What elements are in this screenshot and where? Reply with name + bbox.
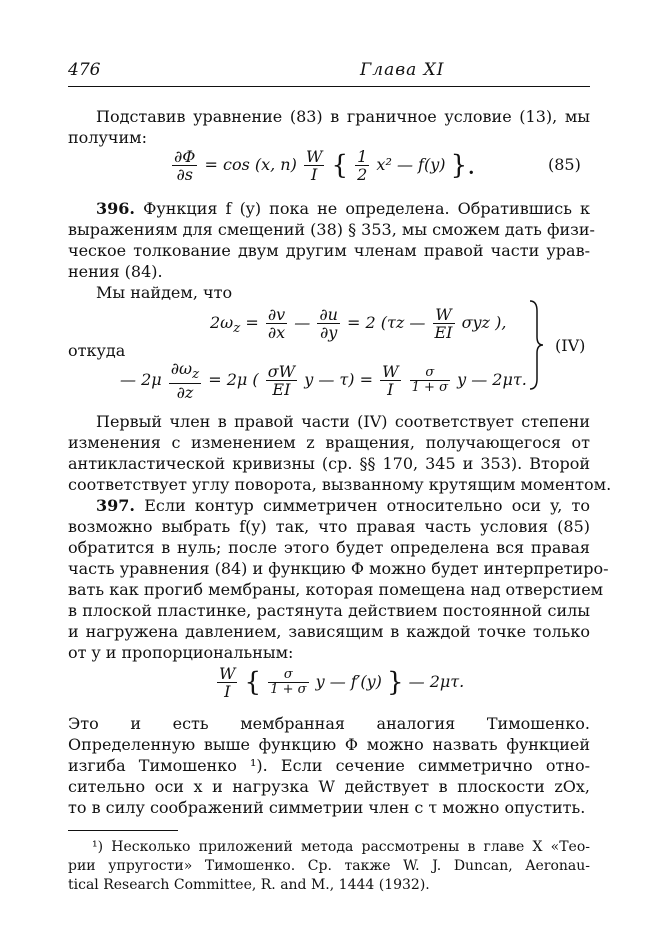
fraction: $\frac{\partial u}{\partial y}$ [319, 305, 338, 342]
fraction: $\frac{W}{EI}$ [434, 305, 453, 342]
text-line: в плоской пластинке, растянута действием постоянной силы [68, 601, 590, 620]
footnote-line: tical Research Committee, R. and M., 1444 (1932). [68, 877, 430, 893]
equation-iv-row1: $2\omega_z$ = $\frac{\partial v}{\partial x}$ — $\frac{\partial u}{\partial y}$ = 2 (τz — $\frac{W}{EI}$ σyz ), [210, 305, 507, 342]
fraction: $\frac{\sigma}{1 + \sigma}$ [270, 667, 307, 697]
fraction: $\frac{\partial\Phi}{\partial s}$ [174, 147, 196, 184]
text-line: обратится в нуль; после этого будет определена вся правая [68, 538, 590, 557]
equation-number: (IV) [555, 336, 586, 355]
system-brace [528, 299, 544, 391]
text-line: часть уравнения (84) и функцию Φ можно будет интерпретиро- [68, 559, 609, 578]
fraction: $\frac{W}{I}$ [382, 362, 399, 400]
text-line: изгиба Тимошенко ¹). Если сечение симметрично отно- [68, 756, 590, 775]
text-line: вать как прогиб мембраны, которая помещена над отверстием [68, 580, 604, 599]
equation-85: $\frac{\partial\Phi}{\partial s}$ = cos (x, n) $\frac{W}{I}$ { $\frac{1}{2}$ x² — f(y) }. [174, 147, 476, 184]
text-line: нения (84). [68, 262, 163, 281]
equation-iv-row2: — 2μ $\frac{\partial\omega_z}{\partial z}$ = 2μ ( $\frac{\sigma W}{EI}$ y — τ) = $\frac{W}{I}$ $\frac{\sigma}{1 + \sigma}$ y — 2μτ. [120, 359, 527, 403]
text-line: выражениям для смещений (38) § 353, мы сможем дать физи- [68, 220, 595, 239]
fraction: $\frac{1}{2}$ [357, 147, 368, 184]
page-header [68, 60, 590, 88]
section-397-line: 397. Если контур симметричен относительно оси y, то [96, 496, 590, 515]
text-line: ческое толкование двум другим членам правой части урав- [68, 241, 590, 260]
text-line: Первый член в правой части (IV) соответствует степени [96, 412, 590, 431]
footnote-line: рии упругости» Тимошенко. Ср. также W. J. Duncan, Aeronau- [68, 858, 590, 874]
fraction: $\frac{\sigma W}{EI}$ [267, 362, 296, 400]
section-number: 396. [96, 199, 135, 218]
footnote-rule [68, 830, 178, 831]
equation-number: (85) [548, 155, 581, 174]
text-line: соответствует углу поворота, вызванному крутящим моментом. [68, 475, 612, 494]
fraction: $\frac{W}{I}$ [219, 664, 236, 701]
equation-membrane: $\frac{W}{I}$ { $\frac{\sigma}{1 + \sigma}$ y — f′(y) } — 2μτ. [219, 664, 465, 701]
fraction: $\frac{\partial v}{\partial x}$ [267, 305, 286, 342]
text-line: откуда [68, 341, 126, 360]
footnote-line: ¹) Несколько приложений метода рассмотрены в главе X «Тео- [92, 839, 590, 855]
running-head: Глава XI [360, 60, 445, 80]
text-line: Определенную выше функцию Φ можно назвать функцией [68, 735, 590, 754]
text-line: антикластической кривизны (ср. §§ 170, 345 и 353). Второй [68, 454, 590, 473]
text-line: и нагружена давлением, зависящим в каждой точке только [68, 622, 590, 641]
text-line: возможно выбрать f(y) так, что правая часть условия (85) [68, 517, 590, 536]
fraction: $\frac{W}{I}$ [305, 147, 323, 184]
text-line: Мы найдем, что [96, 283, 233, 302]
text-line: сительно оси x и нагрузка W действует в плоскости zOx, [68, 777, 590, 796]
fraction: $\frac{\sigma}{1 + \sigma}$ [411, 365, 448, 396]
text-line: Подставив уравнение (83) в граничное условие (13), мы [96, 107, 590, 126]
text-line: от y и пропорциональным: [68, 643, 294, 662]
section-number: 397. [96, 496, 135, 515]
page-number: 476 [68, 60, 101, 80]
text-line: получим: [68, 128, 147, 147]
text-line: Это и есть мембранная аналогия Тимошенко. [68, 714, 590, 733]
text-line: то в силу соображений симметрии член с τ можно опустить. [68, 798, 586, 817]
header-rule [68, 86, 590, 87]
text-line: изменения с изменением z вращения, получающегося от [68, 433, 590, 452]
section-396-line: 396. Функция f (y) пока не определена. Обратившись к [96, 199, 590, 218]
fraction: $\frac{\partial\omega_z}{\partial z}$ [170, 359, 200, 403]
